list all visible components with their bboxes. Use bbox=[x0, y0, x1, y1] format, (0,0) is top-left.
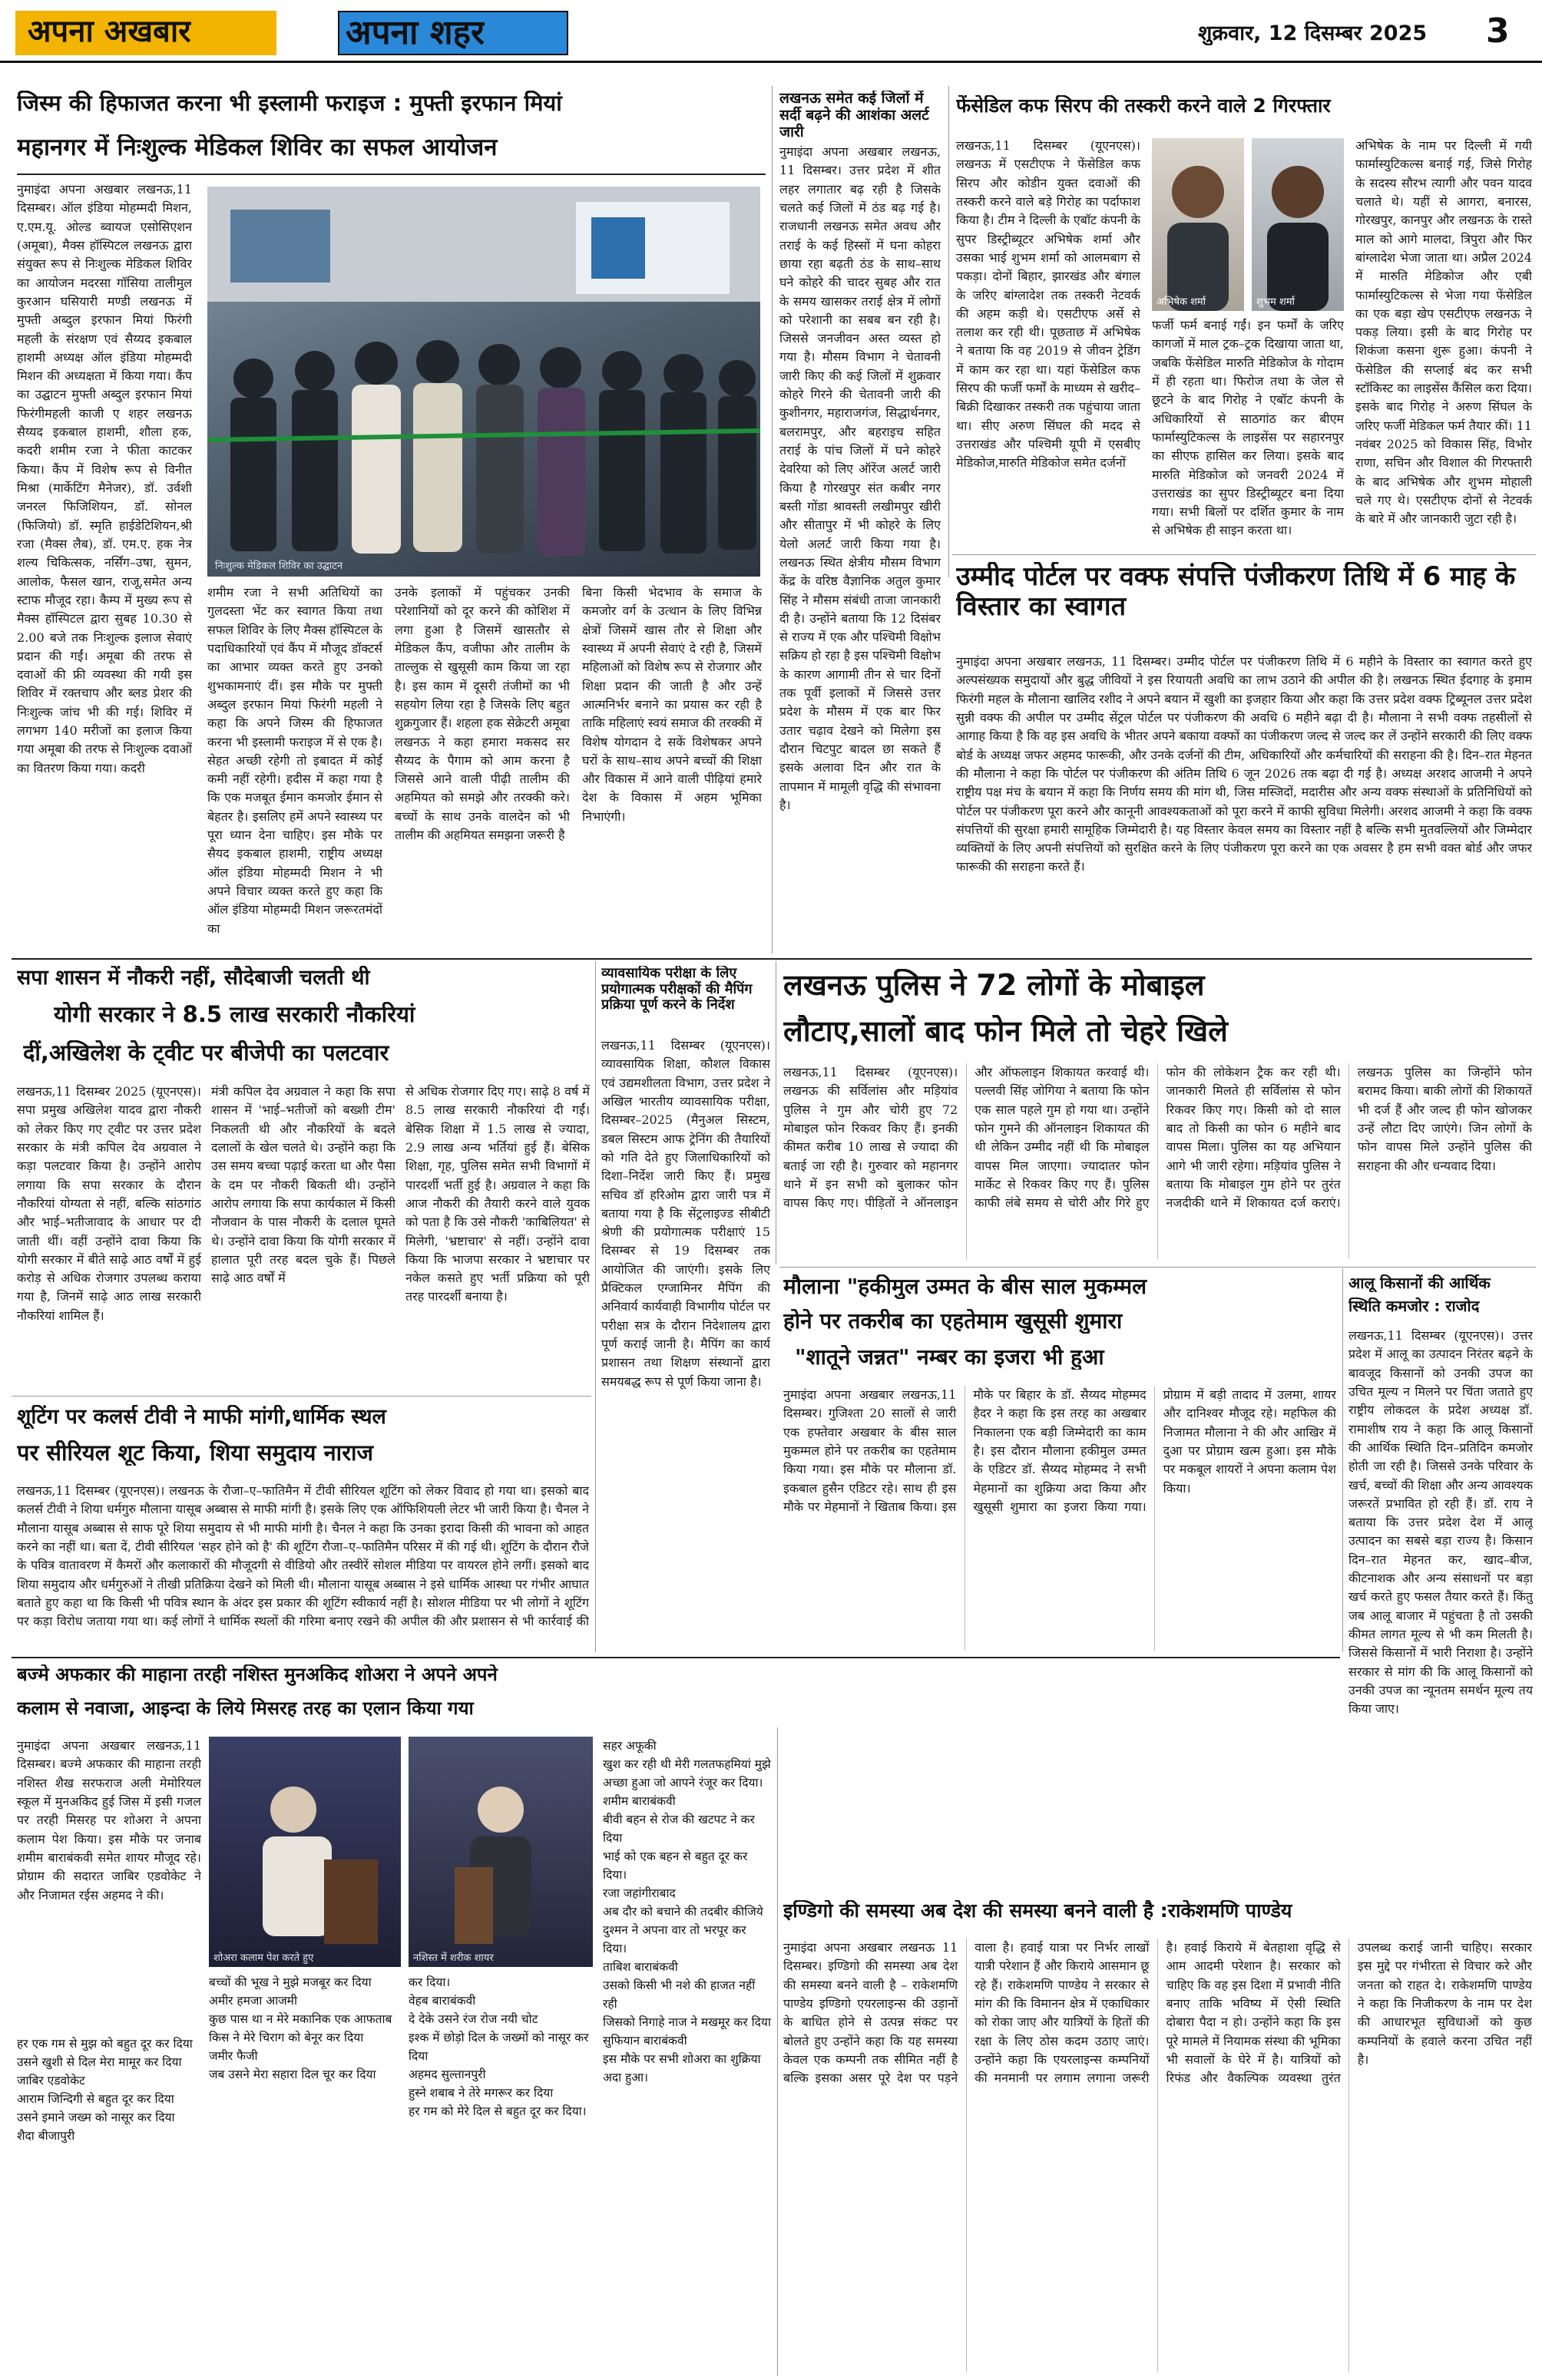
paper-name: अपना अखबार bbox=[28, 14, 191, 49]
rule-above-waqf bbox=[952, 554, 1536, 555]
cold-headline: लखनऊ समेत कई जिलों में सर्दी बढ़ने की आशंका अलर्ट जारी bbox=[779, 91, 929, 140]
indigo-headline: इण्डिगो की समस्या अब देश की समस्या बनने वाली है :राकेशमणि पाण्डेय bbox=[783, 1900, 1292, 1922]
a1-col2: शमीम रजा ने सभी अतिथियों का गुलदस्ता भेंट कर स्वागत किया तथा सफल शिविर के लिए मैक्स हॉस्पिटल के पदाधिकारियों एवं कैंप में मौजूद डॉक्टर्स का आभार व्यक्त करते हुए उनको शुभकामनाएं दीं। इस मौके पर मुफ्ती अब्दुल इरफान मियां फिरंगी महली ने कहा कि अपने जिस्म की हिफाजत करना भी इस्लामी फराइज में से एक है। सेहत अच्छी रहेगी तो इबादत में कोई कमी नहीं रहेगी। हदीस में कहा गया है कि एक मजबूत ईमान कमजोर ईमान से बेहतर है। इसलिए हमें अपने स्वास्थ्य पर पूरा ध्यान देना चाहिए। इस मौके पर सैयद इकबाल हाशमी, राष्ट्रीय अध्यक्ष ऑल इंडिया मोहम्मदी मिशन ने भी अपने विचार व्यक्त करते हुए कहा कि ऑल इंडिया मोहम्मदी मिशन जरूरतमंदों का bbox=[207, 585, 382, 936]
waqf-text: नुमाइंदा अपना अखबार लखनऊ, 11 दिसम्बर। उम्मीद पोर्टल पर पंजीकरण तिथि में 6 महीने के विस्तार का स्वागत करते हुए अल्पसंख्यक समुदायों और बुद्ध जीवियों ने इस रियायती अवधि का लाभ उठाने की अपील की है। लखनऊ स्थित ईदगाह के इमाम फिरंगी महल के मौलाना खालिद रशीद ने अपने बयान में खुशी का इजहार किया और कहा कि उत्तर प्रदेश वक्फ ट्रिब्यूनल उत्तर प्रदेश सुन्नी वक्फ की अपील पर उम्मीद सेंट्रल पोर्टल पर पंजीकरण की अवधि 6 महीने बढ़ा दी है। मौलाना ने सभी वक्फ तहसीलों से आगाह किया है कि वह इस अवधि के भीतर अपने बकाया वक्फों का पंजीकरण जल्द से जल्द कर लें उन्होंने सरकारी की लिए वक्फ बोर्ड के अध्यक्ष जफर अहमद फारूकी, और उनके दर्जनों की टीम, अधिकारियों और कर्मचारियों की सराहना की है। दिन–रात मेहनत की मौलाना ने कहा कि पोर्टल पर पंजीकरण की अंतिम तिथि 6 जून 2026 तक बढ़ा दी गई है। अध्यक्ष अरशद आजमी ने अपने राष्ट्रीय पक्ष मंच के बयान में कहा कि निर्णय समय की मांग थी, जिस मस्जिदों, मदारीस और अन्य वक्फ संस्थाओं के प्रतिनिधियों को पोर्टल पर पंजीकरण पूरा करने और कानूनी आवश्यकताओं को पूरा करने में काफी सुविधा मिलेगी। अरशद आजमी ने कहा कि वक्फ संपत्तियों की सुरक्षा हमारी सामूहिक जिम्मेदारी है। यह विस्तार केवल समय का विस्तार नहीं है बल्कि सभी मुतवल्लियों और जिम्मेदार व्यक्तियों के लिए अपनी संपत्तियों को सुरक्षित करने के लिए पंजीकरण पूरा करने का एक अवसर है हम सभी वक्त बोर्ड और जफर फारूकी की सराहना करते हैं। bbox=[956, 654, 1532, 874]
divider-cold-cough bbox=[948, 86, 949, 577]
divider-mushaira-indigo bbox=[777, 1727, 778, 2376]
accused-photo-2 bbox=[1252, 138, 1344, 311]
poet-reciting-illustration bbox=[409, 1737, 593, 1967]
mushaira-poem2: बच्चों की भूख ने मुझे मजबूर कर दिया अमीर हमजा आजमी कुछ पास था न मेरे मकानिक एक आफताब किस ने मेरे चिराग को बेनूर कर दिया जमीर फैजी जब उसने मेरा सहारा दिल चूर कर दिया bbox=[209, 1975, 392, 2082]
police-text: लखनऊ,11 दिसम्बर (यूएनएस)। लखनऊ की सर्विलांस और मड़ियांव पुलिस ने गुम और चोरी हुए 72 मोबाइल फोन रिकवर किए हैं। इनकी कीमत करीब 10 लाख से ज्यादा की बताई जा रही है। गुरुवार को महानगर थाने में इन सभी को बुलाकर फोन वापस किए गए। पीड़ितों ने ऑनलाइन और ऑफलाइन शिकायत करवाई थी। पल्लवी सिंह जोगिया ने बताया कि फोन एक साल पहले गुम हो गया था। उन्होंने फोन गुमने की ऑनलाइन शिकायत की थी लेकिन उम्मीद नहीं थी कि मोबाइल वापस मिल जाएगा। ज्यादातर फोन मार्केट से रिकवर किए गए हैं। पुलिस काफी लंबे समय से चोरी और गिरे हुए फोन की लोकेशन ट्रैक कर रही थी। जानकारी मिलते ही सर्विलांस से फोन रिकवर किए गए। किसी को दो साल बाद तो किसी का फोन 6 महीने बाद वापस मिला। पुलिस का यह अभियान आगे भी जारी रहेगा। मड़ियांव पुलिस ने बताया कि मोबाइल गुम होने पर तुरंत नजदीकी थाने में शिकायत दर्ज कराएं। लखनऊ पुलिस का जिन्होंने फोन बरामद किया। बाकी लोगों की शिकायतें भी दर्ज हैं और जल्द ही फोन खोजकर उन्हें लौटा दिए जाएंगे। जिन लोगों के फोन वापस मिले उन्होंने पुलिस की सराहना की और धन्यवाद दिया। bbox=[783, 1065, 1532, 1211]
camp-scene-illustration bbox=[207, 187, 760, 577]
cough-col3: अभिषेक के नाम पर दिल्ली में गयी फार्मास्युटिकल्स बनाई गई, जिसे गिरोह के सदस्य सौरभ त्यागी और पवन यादव चलाते थे। यहीं से आगरा, बनारस, गोरखपुर, कानपुर और लखनऊ के रास्ते माल को आगे मालदा, त्रिपुरा और फिर बांग्लादेश भेजा जाता था। अप्रैल 2024 में मारुति मेडिकोज और एबी फार्मास्युटिकल्स से भेजा गया फेंसेडिल का एक बड़ा खेप एसटीएफ लखनऊ ने पकड़ लिया। इसी के बाद गिरोह पर शिकंजा कसना शुरू हुआ। कंपनी ने फेंसेडिल की सप्लाई बंद कर सभी स्टॉकिस्ट का लाइसेंस कैंसिल करा दिया। इसके बाद गिरोह ने अरुण सिंघल के जरिए फर्जी मेडिकल फर्म तैयार कीं। 11 नवंबर 2025 को विकास सिंह, विभोर राणा, सचिन और विशाल की गिरफ्तारी के बाद अभिषेक और शुभम मोहाली चले गए थे। एसटीएफ दोनों से नेटवर्क के बारे में और जानकारी जुटा रही है। bbox=[1355, 138, 1532, 527]
mushaira-headline2: कलाम से नवाजा, आइन्दा के लिये मिसरह तरह का एलान किया गया bbox=[17, 1698, 474, 1719]
medical-camp-photo bbox=[207, 187, 760, 577]
a1-headline2: महानगर में निःशुल्क मेडिकल शिविर का सफल आयोजन bbox=[17, 134, 498, 161]
police-headline2: लौटाए,सालों बाद फोन मिले तो चेहरे खिले bbox=[783, 1015, 1228, 1048]
masthead bbox=[0, 0, 1542, 63]
accused-photo-2-caption: शुभम शर्मा bbox=[1256, 296, 1295, 308]
jobs-col1: लखनऊ,11 दिसम्बर 2025 (यूएनएस)। सपा प्रमुख अखिलेश यादव द्वारा नौकरी को लेकर किए गए ट्वीट पर उत्तर प्रदेश सरकार के मंत्री कपिल देव अग्रवाल ने कड़ा पलटवार किया है। उन्होंने आरोप लगाया कि सपा सरकार के दौरान नौकरियां योग्यता से नहीं, बल्कि सांठगांठ और भाई–भतीजावाद के आधार पर दी जाती थीं। वहीं उन्होंने दावा किया कि योगी सरकार में बीते साढ़े आठ वर्षों में हुई करोड़ से अधिक रोजगार उपलब्ध कराया गया है, जिनमें साढ़े आठ लाख सरकारी नौकरियां शामिल हैं। bbox=[17, 1084, 201, 1323]
exam-text: लखनऊ,11 दिसम्बर (यूएनएस)। व्यावसायिक शिक्षा, कौशल विकास एवं उद्यमशीलता विभाग, उत्तर प्रदेश ने अखिल भारतीय व्यावसायिक परीक्षा, दिसम्बर–2025 (मैनुअल सिस्टम, डबल सिस्टम आफ ट्रेनिंग की तैयारियों को गति देते हुए जिलाधिकारियों को दिशा–निर्देश जारी किए हैं। प्रमुख सचिव डॉ हरिओम द्वारा जारी पत्र में बताया गया है कि सेंट्रलाइज्ड सीबीटी श्रेणी की प्रयोगात्मक परीक्षाएं 15 दिसम्बर से 19 दिसम्बर तक आयोजित की जाएंगी। इसके लिए प्रैक्टिकल एग्जामिनर मैपिंग की अनिवार्य कार्यवाही विभागीय पोर्टल पर परीक्षा सत्र के दौरान निदेशालय द्वारा पूर्ण कराई जानी है। मैपिंग का कार्य प्रशासन तथा शिक्षण संस्थानों द्वारा समयबद्ध रूप से पूर्ण किया जाना है। bbox=[601, 1038, 770, 1389]
jobs-col3: से अधिक रोजगार दिए गए। साढ़े 8 वर्ष में 8.5 लाख सरकारी नौकरियां दी गईं। बेसिक शिक्षा में 1.5 लाख से ज्यादा, 2.9 लाख अन्य भर्तियां हुई हैं। बेसिक शिक्षा, गृह, पुलिस समेत सभी विभागों में पारदर्शी भर्ती हुई है। अग्रवाल ने कहा कि आज नौकरी की तैयारी करने वाले युवक को पता है कि उसे नौकरी 'काबिलियत' से मिलेगी, 'भ्रष्टाचार' से नहीं। उन्होंने दावा किया कि भाजपा सरकार ने भ्रष्टाचार पर नकेल कसते हुए भर्ती प्रक्रिया को पूरी तरह पारदर्शी बनाया है। bbox=[405, 1084, 590, 1304]
section-name: अपना शहर bbox=[346, 14, 485, 52]
rule-row3 bbox=[12, 1657, 1340, 1658]
shooting-headline2: पर सीरियल शूट किया, शिया समुदाय नाराज bbox=[17, 1440, 374, 1466]
page-number: 3 bbox=[1486, 12, 1510, 51]
potato-headline1: आलू किसानों की आर्थिक bbox=[1348, 1274, 1491, 1292]
shooting-text: लखनऊ,11 दिसम्बर (यूएनएस)। लखनऊ के रौजा–ए–फातिमैन में टीवी सीरियल शूटिंग को लेकर विवाद हो गया था। इसको बाद कलर्स टीवी ने शिया धर्मगुरु मौलाना यासूब अब्बास से माफी मांगी है। इसके लिए एक ऑफिशियली लेटर भी जारी किया है। चैनल ने मौलाना यासूब अब्बास से साफ पूरे शिया समुदाय से भी माफी मांगी है। चैनल ने कहा कि उनका इरादा किसी की भावना को आहत करने का नहीं था। बता दें, टीवी सीरियल 'सहर होने को है' की शूटिंग रौजा–ए–फातिमैन परिसर में की गई थी। शूटिंग के दौरान रौजे के पवित्र वातावरण में कैमरों और कलाकारों की मौजूदगी से वीडियो और तस्वीरें सोशल मीडिया पर वायरल होने लगीं। इसको बाद शिया समुदाय और धर्मगुरुओं ने तीखी प्रतिक्रिया देखने को मिली थी। मौलाना यासूब अब्बास ने इसे धार्मिक आस्था पर गंभीर आघात बताते हुए कहा था कि किसी भी पवित्र स्थान के अंदर इस प्रकार की शूटिंग स्वीकार्य नहीं है। सोशल मीडिया पर भी लोगों ने शूटिंग पर कड़ा विरोध जताया गया था। कई लोगों ने धार्मिक स्थलों की गरिमा बनाए रखने की अपील की और प्रशासन से भी कार्रवाई की bbox=[17, 1483, 589, 1629]
mushaira-poem4: सहर अफूकी खुश कर रही थी मेरी गलतफहमियां मुझे अच्छा हुआ जो आपने रंजूर कर दिया। शमीम बाराबंकवी बीवी बहन से रोज की खटपट ने कर दिया भाई को एक बहन से बहुत दूर कर दिया। रजा जहांगीराबाद अब दौर को बचाने की तदबीर कीजिये दुश्मन ने अपना वार तो भरपूर कर दिया। ताबिश बाराबंकवी उसको किसी भी नशे की हाजत नहीं रही जिसको निगाहे नाज ने मखमूर कर दिया सुफियान बाराबंकवी इस मौके पर सभी शोअरा का शुक्रिया अदा हुआ। bbox=[603, 1739, 771, 2085]
mushaira-photo-2-caption: नशिस्त में शरीक शायर bbox=[413, 1952, 494, 1964]
mushaira-photo-1-caption: शोअरा कलाम पेश करते हुए bbox=[213, 1952, 314, 1964]
census-headline2: होने पर तकरीब का एहतेमाम खुसूसी शुमारा bbox=[783, 1309, 1123, 1334]
mushaira-poem1: हर एक गम से मुझ को बहुत दूर कर दिया उसने खुशी से दिल मेरा मामूर कर दिया जाबिर एडवोकेट आराम जिन्दिगी से बहुत दूर कर दिया उसने इमाने जख्म को नासूर कर दिया शैदा बीजापुरी bbox=[17, 2037, 193, 2144]
cold-text: नुमाइंदा अपना अखबार लखनऊ, 11 दिसम्बर। उत्तर प्रदेश में शीत लहर लगातार बढ़ रही है जिसके चलते कई जिलों में ठंड बढ़ गई है। राजधानी लखनऊ समेत अवध और तराई के कई हिस्सों में घना कोहरा छाया रहा बढ़ती ठंड के साथ–साथ घने कोहरे की चादर सुबह और रात के समय खासकर तराई क्षेत्र में लोगों को परेशानी का सबब बन रही है। जिससे जनजीवन अस्त व्यस्त हो गया है। मौसम विभाग ने चेतावनी जारी किए की कई जिलों में शुक्रवार कोहरे गिरने की चेतावनी जारी की कुशीनगर, महाराजगंज, सिद्धार्थनगर, बलरामपुर, और बहराइच सहित तराई के पांच जिलों में घने कोहरे देवरिया को लिए ऑरेंज अलर्ट जारी किया है गोरखपुर संत कबीर नगर बस्ती गोंडा श्रावस्ती लखीमपुर खीरी और सीतापुर में भी कोहरे के लिए येलो अलर्ट जारी किया गया है। लखनऊ स्थित क्षेत्रीय मौसम विभाग केंद्र के वरिष्ठ वैज्ञानिक अतुल कुमार सिंह ने मौसम संबंधी ताजा जानकारी दी है। उन्होंने बताया कि 12 दिसंबर से राज्य में एक और पश्चिमी विक्षोभ सक्रिय हो रहा है इस पश्चिमी विक्षोभ के कारण आगामी तीन से चार दिनों तक पूर्वी इलाकों में जिससे उत्तर प्रदेश के मौसम में एक बार फिर उतार चढ़ाव देखने को मिलेगा इस दौरान चिटपुट बादल छा सकते हैं इसके अलावा दिन और रात के तापमान में मामूली वृद्धि की संभावना है। bbox=[779, 144, 941, 812]
poet-at-podium-illustration bbox=[209, 1737, 401, 1967]
accused-figure-2 bbox=[1252, 138, 1344, 311]
mushaira-photo-1 bbox=[209, 1737, 401, 1967]
jobs-col2: मंत्री कपिल देव अग्रवाल ने कहा कि सपा शासन में 'भाई–भतीजों को बख्शी टीम' निकलती थी और नौकरियों के बदले दलालों के खेल चलते थे। उन्होंने कहा कि उस समय बच्चा पढ़ाई करता था और पैसा के दम पर नौकरी बिकती थी। उन्होंने आरोप लगाया कि सपा कार्यकाल में किसी नौजवान के पास नौकरी के दलाल घूमते थे। उन्होंने दावा किया कि योगी सरकार में हालात पूरी तरह बदल चुके हैं। पिछले साढ़े आठ वर्षों में bbox=[211, 1084, 395, 1286]
census-headline1: मौलाना "हकीमुल उम्मत के बीस साल मुकम्मल bbox=[783, 1274, 1147, 1299]
accused-photo-1-caption: अभिषेक शर्मा bbox=[1156, 296, 1206, 308]
a1-col3: उनके इलाकों में पहुंचकर उनकी परेशानियों को दूर करने की कोशिश में लगा हुआ है जिसमें खासतौर से मेडिकल कैंप, वजीफा और तालीम के ताल्लुक से खुसूसी काम किया जा रहा है। इस काम में दूसरी तंजीमों का भी सहयोग लिया रहा है जिसके लिए बहुत शुक्रगुजार हैं। शहला हक सेक्रेटरी अमूबा लखनऊ ने कहा हमारा मकसद सर सैय्यद के पैगाम को आम करना है जिससे आने वाली पीढ़ी तालीम की अहमियत को समझे और तरक्की करे। बच्चों के साथ उनके वालदेन को भी तालीम की अहमियत समझना जरूरी है bbox=[395, 585, 570, 843]
date-line: शुक्रवार, 12 दिसम्बर 2025 bbox=[1198, 21, 1428, 45]
mushaira-photo-2 bbox=[409, 1737, 593, 1967]
census-text: नुमाइंदा अपना अखबार लखनऊ,11 दिसम्बर। गुजिश्ता 20 सालों से जारी एक हफ्तेवार अखबार के बीस साल मुकम्मल होने पर तकरीब का एहतेमाम किया गया। इस मौके पर मौलाना डॉ. इकबाल हुसैन एडिटर रहे। साथ ही इस मौके पर मेहमानों ने खिताब किया। इस मौके पर बिहार के डॉ. सैय्यद मोहम्मद हैदर ने कहा कि इस तरह का अखबार निकालना एक बड़ी जिम्मेदारी का काम है। इस दौरान मौलाना हकीमुल उम्मत के एडिटर डॉ. सैय्यद मोहम्मद ने सभी मेहमानों का शुक्रिया अदा किया और खुसूसी शुमारा का इजरा किया गया। प्रोग्राम में बड़ी तादाद में उलमा, शायर और दानिश्वर मौजूद रहे। महफिल की निजामत मौलाना ने की और आखिर में दुआ पर प्रोग्राम खत्म हुआ। इस मौके पर मकबूल शायरों ने अपना कलाम पेश किया। bbox=[783, 1387, 1336, 1514]
potato-text: लखनऊ,11 दिसम्बर (यूएनएस)। उत्तर प्रदेश में आलू का उत्पादन निरंतर बढ़ने के बावजूद किसानों को उनकी उपज का उचित मूल्य न मिलने पर चिंता जताते हुए राष्ट्रीय लोकदल के प्रदेश अध्यक्ष डॉ. रामाशीष राय ने कहा कि आलू किसानों की आर्थिक स्थिति दिन–प्रतिदिन कमजोर होती जा रही है। जिससे उनके परिवार के खर्च, बच्चों की शिक्षा और अन्य आवश्यक जरूरतें प्रभावित हो रही हैं। डॉ. राय ने बताया कि उत्तर प्रदेश देश में आलू उत्पादन का सबसे बड़ा राज्य है। किसान दिन–रात मेहनत कर, खाद–बीज, कीटनाशक और अन्य संसाधनों पर बड़ा खर्च करते हुए फसल तैयार करते हैं। किंतु जब आलू बाजार में पहुंचता है तो उसकी कीमत लागत मूल्य से भी कम मिलती है। जिससे किसानों में भारी निराशा है। उन्होंने सरकार से मांग की कि आलू किसानों को उनकी उपज का न्यूनतम समर्थन मूल्य तय किया जाए। bbox=[1348, 1328, 1533, 1717]
rule-row2 bbox=[12, 958, 1532, 960]
divider-census-potato bbox=[1342, 1268, 1343, 1652]
jobs-headline3: दीं,अखिलेश के ट्वीट पर बीजेपी का पलटवार bbox=[23, 1040, 389, 1066]
accused-photo-1 bbox=[1152, 138, 1244, 311]
police-headline1: लखनऊ पुलिस ने 72 लोगों के मोबाइल bbox=[783, 969, 1205, 1002]
rule-above-shooting bbox=[12, 1396, 591, 1397]
mushaira-headline1: बज्मे अफकार की माहाना तरही नशिस्त मुनअकिद शोअरा ने अपने अपने bbox=[17, 1664, 498, 1685]
potato-headline2: स्थिति कमजोर : राजोद bbox=[1348, 1297, 1480, 1315]
waqf-headline: उम्मीद पोर्टल पर वक्फ संपत्ति पंजीकरण तिथि में 6 माह के विस्तार का स्वागत bbox=[956, 562, 1516, 623]
cough-headline: फेंसेडिल कफ सिरप की तस्करी करने वाले 2 गिरफ्तार bbox=[956, 95, 1331, 117]
jobs-headline1: सपा शासन में नौकरी नहीं, सौदेबाजी चलती थी bbox=[17, 966, 370, 990]
shooting-headline1: शूटिंग पर कलर्स टीवी ने माफी मांगी,धार्मिक स्थल bbox=[17, 1405, 386, 1429]
mushaira-poem3: कर दिया। वेहब बाराबंकवी दे देके उसने रंज रोज नयी चोट इश्क में छोड़ो दिल के जख्मों को नासूर कर दिया अहमद सुल्तानपुरी हुस्ने शबाब ने तेरे मगरूर कर दिया हर गम को मेरे दिल से बहुत दूर कर दिया। bbox=[409, 1975, 589, 2119]
census-headline3: "शातूने जन्नत" नम्बर का इजरा भी हुआ bbox=[795, 1345, 1104, 1370]
a1-headline1: जिस्म की हिफाजत करना भी इस्लामी फराइज : मुफ्ती इरफान मियां bbox=[17, 91, 562, 116]
divider-a1-cold bbox=[772, 86, 773, 954]
a1-col4: बिना किसी भेदभाव के समाज के कमजोर वर्ग के उत्थान के लिए विभिन्न क्षेत्रों जिसमें खास तौर से शिक्षा और स्वास्थ्य में अपनी सेवाएं दे रही है, जिसमें महिलाओं को विशेष रूप से रोजगार और शिक्षा प्रदान की जाती है और उन्हें आत्मनिर्भर बनाने का प्रयास कर रही है ताकि महिलाएं स्वयं समाज की तरक्की में विशेष योगदान दे सकें विशेषकर अपने घरों के साथ–साथ अपने बच्चों की शिक्षा और विकास में आने वाली पीढ़ियां हमारे देश के विकास में अहम भूमिका निभाएंगी। bbox=[582, 585, 762, 824]
a1-col1: नुमाइंदा अपना अखबार लखनऊ,11 दिसम्बर। ऑल इंडिया मोहम्मदी मिशन, ए.एम.यू. ओल्ड ब्वायज एसोसिएशन (अमूबा), मैक्स हॉस्पिटल लखनऊ द्वारा संयुक्त रूप से निःशुल्क मेडिकल शिविर का आयोजन मदरसा गॉसिया तालीमुल कुरआन घसियारी मण्डी लखनऊ में मुफ्ती अब्दुल इरफान मियां फिरंगी महली के संरक्षण एवं सैय्यद इकबाल हाशमी अध्यक्ष ऑल इंडिया मोहम्मदी मिशन की अध्यक्षता में किया गया। कैंप का उद्घाटन मुफ्ती अब्दुल इरफान मियां फिरंगीमहली काजी ए शहर लखनऊ सैय्यद इकबाल हाशमी, शौला हक, कदरी शमीम रजा ने फीता काटकर किया। कैंप में विशेष रूप से विनीत मिश्रा (मार्केटिंग मैनेजर), डॉ. उर्वशी जनरल फिजिशियन, डॉ. सोनल (फिजियो) डॉ. स्मृति हाईडेटिशियन,श्री रजा (मैक्स लैब), डॉ. एम.ए. हक नेत्र शल्य चिकित्सक, नर्सिंग–उषा, सुमन, आलोक, फैसल खान, राजू,समेत अन्य स्टाफ मौजूद रहा। कैम्प में मुख्य रूप से मैक्स हॉस्पिटल द्वारा सुबह 10.30 से 2.00 बजे तक निःशुल्क इलाज सेवाएं प्रदान की गईं। अमूबा की तरफ से दवाओं की फ्री व्यवस्था की गयी इस शिविर में रक्तचाप और ब्लड प्रेशर की निःशुल्क जांच भी की गई। शिविर में लगभग 140 मरीजों का इलाज किया गया अमूबा की तरफ से निःशुल्क दवाओं का वितरण किया गया। कदरी bbox=[17, 182, 192, 775]
cough-col2: फर्जी फर्म बनाई गईं। इन फर्मों के जरिए कागजों में माल ट्रक–ट्रक दिखाया जाता था, जबकि फेंसेडिल मारुति मेडिकोज के गोदाम में ही रहता था। फिरोज तथा के जेल से छूटने के बाद गिरोह ने एबॉट कंपनी के अधिकारियों से साठगांठ कर बीएम फार्मास्युटिकल्स के लाइसेंस पर सहारनपुर का सीएफ हासिल कर लिया। इसके बाद मारुति मेडिकोज को जनवरी 2024 में उत्तराखंड का सुपर डिस्ट्रीब्यूटर बना दिया गया। सभी बिलों पर दर्शित कुमार के नाम से अभिषेक ही साइन करता था। bbox=[1152, 318, 1344, 538]
divider-jobs-exam bbox=[595, 961, 596, 1652]
cough-col1: लखनऊ,11 दिसम्बर (यूएनएस)। लखनऊ में एसटीएफ ने फेंसेडिल कफ सिरप और कोडीन युक्त दवाओं की तस्करी करने वाले बड़े गिरोह का पर्दाफाश किया है। टीम ने दिल्ली के एबॉट कंपनी के सुपर डिस्ट्रीब्यूटर अभिषेक शर्मा और उसका भाई शुभम शर्मा को आलमबाग से पकड़ा। दोनों बिहार, झारखंड और बंगाल के जरिए बांग्लादेश तक तस्करी नेटवर्क की अहम कड़ी थे। एसटीएफ अर्से से तलाश कर रही थी। पूछताछ में अभिषेक ने बताया कि वह 2019 से जीवन ट्रेडिंग में काम कर रहा था। यहां फेंसेडिल कफ सिरप की फर्जी फर्मों के माध्यम से खरीद–बिक्री दिखाकर तस्करी तक पहुंचाया जाता था। सीए अरुण सिंघल की मदद से उत्तराखंड और पश्चिमी यूपी में एसबीए मेडिकोज,मारुति मेडिकोज समेत दर्जनों bbox=[956, 138, 1140, 471]
jobs-headline2: योगी सरकार ने 8.5 लाख सरकारी नौकरियां bbox=[54, 1002, 415, 1027]
mushaira-intro: नुमाइंदा अपना अखबार लखनऊ,11 दिसम्बर। बज्मे अफकार की माहाना तरही नशिस्त शैख सरफराज अली मेमोरियल स्कूल में मुनअकिद हुई जिस में इसी गजल पर तरही मिसरह पर शोअरा ने अपना कलाम पेश किया। इस मौके पर जनाब शमीम बाराबंकवी समेत शायर मौजूद रहे। प्रोग्राम की सदारत जाबिर एडवोकेट ने और निजामत रईस अहमद ने की। bbox=[17, 1738, 201, 1902]
indigo-text: नुमाइंदा अपना अखबार लखनऊ 11 दिसम्बर। इण्डिगो की समस्या अब देश की समस्या बनने वाली है – राकेशमणि पाण्डेय इण्डिगो एयरलाइन्स की उड़ानों के बाधित होने से उत्पन्न संकट पर बोलते हुए उन्होंने कहा कि यह समस्या केवल एक कम्पनी तक सीमित नहीं है बल्कि इसका असर पूरे देश पर पड़ने वाला है। हवाई यात्रा पर निर्भर लाखों यात्री परेशान हैं और किराये आसमान छू रहे हैं। राकेशमणि पाण्डेय ने सरकार से मांग की कि विमानन क्षेत्र में एकाधिकार को रोका जाए और यात्रियों के हितों की रक्षा के लिए ठोस कदम उठाए जाएं। उन्होंने कहा कि एयरलाइन्स कम्पनियों की मनमानी पर लगाम लगाना जरूरी है। हवाई किराये में बेतहाशा वृद्धि से आम आदमी परेशान है। सरकार को चाहिए कि वह इस दिशा में प्रभावी नीति बनाए ताकि भविष्य में ऐसी स्थिति दोबारा पैदा न हो। उन्होंने कहा कि इस पूरे मामले में नियामक संस्था की भूमिका भी सवालों के घेरे में है। यात्रियों को रिफंड और वैकल्पिक व्यवस्था तुरंत उपलब्ध कराई जानी चाहिए। सरकार इस मुद्दे पर गंभीरता से विचार करे और जनता को राहत दे। राकेशमणि पाण्डेय ने कहा कि निजीकरण के नाम पर देश की आधारभूत सुविधाओं को कुछ कम्पनियों के हवाले करना उचित नहीं है। bbox=[783, 1940, 1532, 2086]
exam-headline: व्यावसायिक परीक्षा के लिए प्रयोगात्मक परीक्षकों की मैपिंग प्रक्रिया पूर्ण करने के निर्देश bbox=[601, 966, 753, 1013]
a1-rule bbox=[17, 174, 766, 175]
rule-above-census bbox=[779, 1267, 1536, 1268]
accused-figure-1 bbox=[1152, 138, 1244, 311]
medical-camp-photo-caption: निःशुल्क मेडिकल शिविर का उद्घाटन bbox=[215, 560, 343, 572]
